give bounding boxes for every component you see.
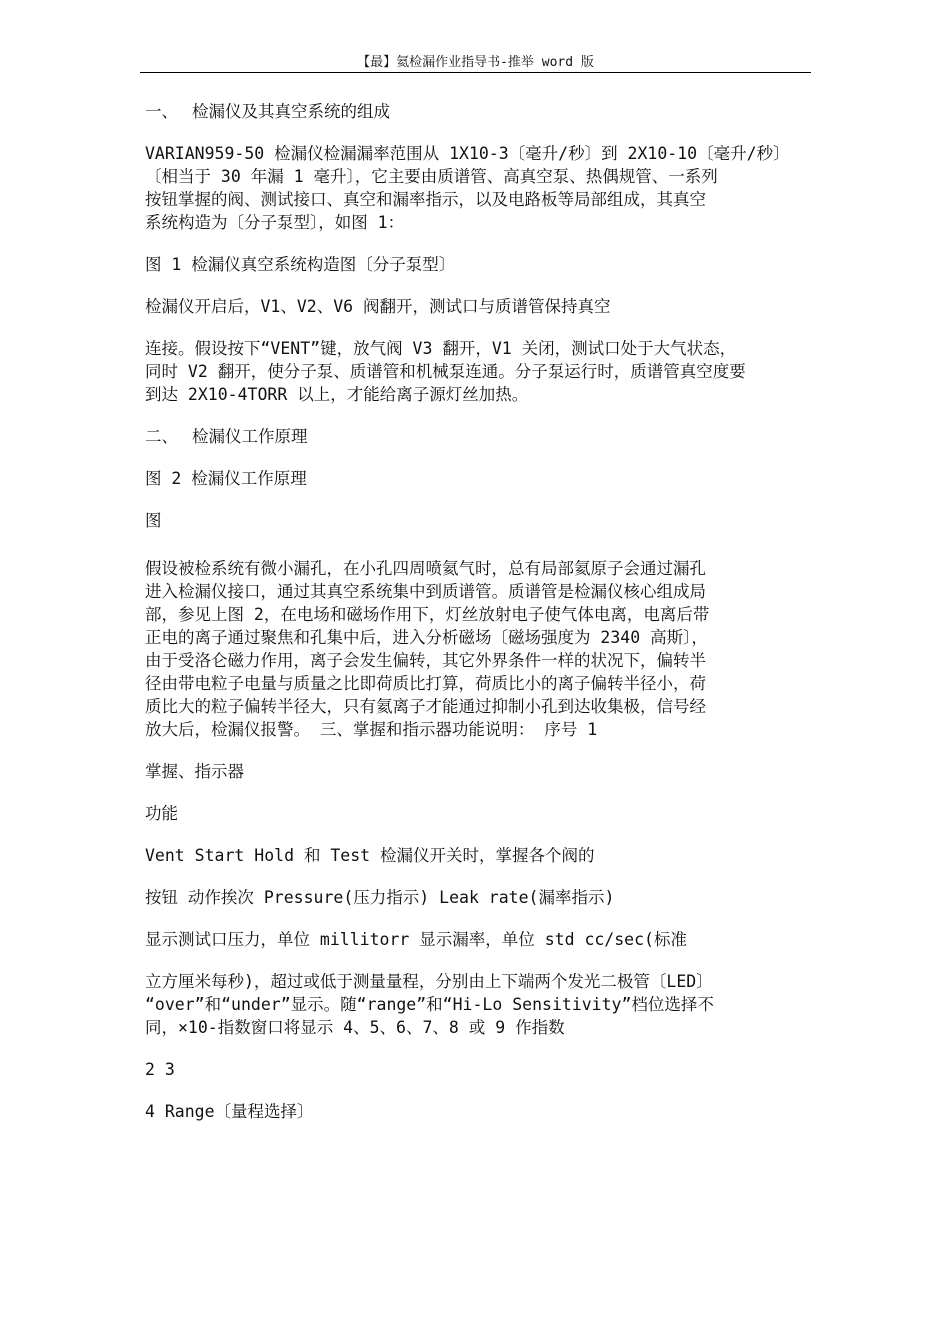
paragraph-valves-open: 检漏仪开启后，V1、V2、V6 阀翻开，测试口与质谱管保持真空 [145, 297, 611, 316]
text-line: 部，参见上图 2，在电场和磁场作用下，灯丝放射电子使气体电离，电离后带 [145, 605, 710, 624]
figure-label: 图 [145, 511, 162, 530]
section-heading-1 [145, 100, 825, 123]
text-line: 立方厘米每秒)，超过或低于测量量程，分别由上下端两个发光二极管〔LED〕 [145, 972, 713, 991]
paragraph-buttons: Vent Start Hold 和 Test 检漏仪开关时，掌握各个阀的 [145, 846, 595, 865]
text-line: 放大后，检漏仪报警。 三、掌握和指示器功能说明： 序号 1 [145, 720, 598, 739]
text-line: 按钮掌握的阀、测试接口、真空和漏率指示，以及电路板等局部组成，其真空 [145, 190, 706, 209]
text-line: 同，×10-指数窗口将显示 4、5、6、7、8 或 9 作指数 [145, 1018, 565, 1037]
paragraph-numbers: 2 3 [145, 1060, 175, 1079]
paragraph-units: 显示测试口压力，单位 millitorr 显示漏率，单位 std cc/sec(标准 [145, 930, 687, 949]
paragraph-controls: 掌握、指示器 [145, 762, 244, 781]
text-line: 正电的离子通过聚焦和孔集中后，进入分析磁场〔磁场强度为 2340 高斯〕， [145, 628, 708, 647]
document-body [145, 100, 825, 1142]
figure-caption-1: 图 1 检漏仪真空系统构造图〔分子泵型〕 [145, 255, 456, 274]
text-line: 径由带电粒子电量与质量之比即荷质比打算，荷质比小的离子偏转半径小，荷 [145, 674, 706, 693]
text-line: VARIAN959-50 检漏仪检漏漏率范围从 1X10-3〔毫升/秒〕到 2X10-10〔毫升/秒〕 [145, 144, 790, 163]
text-line: 同时 V2 翻开，使分子泵、质谱管和机械泵连通。分子泵运行时，质谱管真空度要 [145, 362, 746, 381]
section-heading-2 [145, 425, 825, 448]
paragraph-range [145, 970, 825, 1039]
text-line: 由于受洛仑磁力作用，离子会发生偏转，其它外界条件一样的状况下，偏转半 [145, 651, 706, 670]
figure-caption-2: 图 2 检漏仪工作原理 [145, 469, 307, 488]
page-header: 【最】氦检漏作业指导书-推举 word 版 [140, 54, 811, 73]
text-line: “over”和“under”显示。随“range”和“Hi-Lo Sensitivity”档位选择不 [145, 995, 714, 1014]
text-line: 质比大的粒子偏转半径大，只有氦离子才能通过抑制小孔到达收集极，信号经 [145, 697, 706, 716]
paragraph-vent [145, 337, 825, 406]
paragraph-function: 功能 [145, 804, 178, 823]
section-title: 检漏仪及其真空系统的组成 [192, 102, 390, 121]
text-line: 假设被检系统有微小漏孔，在小孔四周喷氦气时，总有局部氦原子会通过漏孔 [145, 559, 706, 578]
paragraph-principle [145, 557, 825, 741]
paragraph-intro [145, 142, 825, 234]
paragraph-range-select: 4 Range〔量程选择〕 [145, 1102, 314, 1121]
section-number: 二、 [145, 427, 178, 446]
section-title: 检漏仪工作原理 [192, 427, 308, 446]
paragraph-indicators: 按钮 动作挨次 Pressure(压力指示) Leak rate(漏率指示) [145, 888, 615, 907]
text-line: 〔相当于 30 年漏 1 毫升〕，它主要由质谱管、高真空泵、热偶规管、一系列 [145, 167, 718, 186]
section-number: 一、 [145, 102, 178, 121]
text-line: 到达 2X10-4TORR 以上，才能给离子源灯丝加热。 [145, 385, 529, 404]
text-line: 进入检漏仪接口，通过其真空系统集中到质谱管。质谱管是检漏仪核心组成局 [145, 582, 706, 601]
text-line: 连接。假设按下“VENT”键，放气阀 V3 翻开，V1 关闭，测试口处于大气状态， [145, 339, 737, 358]
text-line: 系统构造为〔分子泵型〕，如图 1： [145, 213, 405, 232]
